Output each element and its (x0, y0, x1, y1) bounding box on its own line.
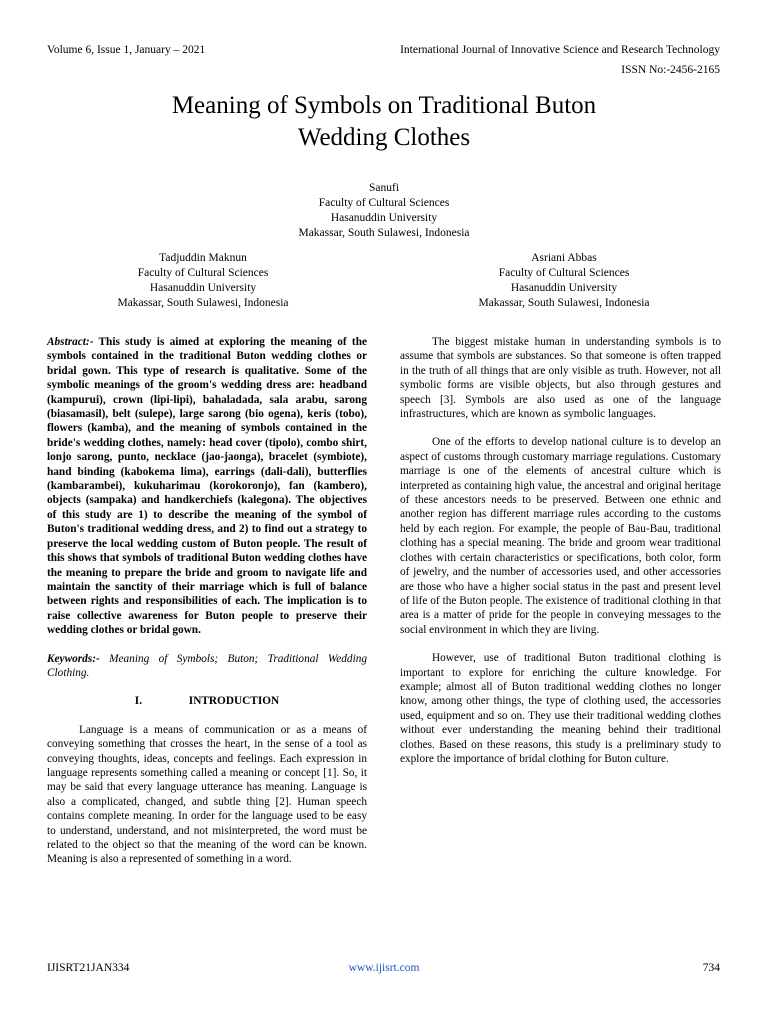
paper-id: IJISRT21JAN334 (47, 962, 130, 974)
author-university: Hasanuddin University (149, 282, 257, 294)
author-block-maknun (53, 251, 353, 311)
author-name: Asriani Abbas (531, 252, 597, 264)
body-paragraph-purpose: However, use of traditional Buton traditional clothing is important to explore for enriching the culture knowledge. For example; almost all of Buton traditional wedding clothes no longer know, among other things, the type of clothing used, the accessories used, equipment and so on. They use their traditional wedding clothes without ever understanding the meaning behind their traditional clothes. Based on these reasons, this study is a preliminary study to explore the importance of bridal clothing for Buton culture. (400, 652, 721, 765)
page-number: 734 (702, 962, 720, 974)
keywords-text: Meaning of Symbols; Buton; Traditional Wedding Clothing. (47, 652, 368, 679)
section-title: INTRODUCTION (188, 695, 280, 708)
left-column (47, 335, 367, 867)
volume-info: Volume 6, Issue 1, January – 2021 (47, 44, 206, 56)
author-university: Hasanuddin University (510, 282, 618, 294)
right-column (400, 335, 721, 766)
author-university: Hasanuddin University (330, 212, 438, 224)
section-number: I. (134, 695, 143, 708)
author-block-sanufi (234, 181, 534, 241)
abstract (47, 335, 367, 638)
journal-website-link[interactable]: www.ijisrt.com (348, 962, 420, 974)
title-line-2: Wedding Clothes (297, 124, 471, 151)
section-heading-introduction (47, 694, 367, 708)
author-name: Tadjuddin Maknun (159, 252, 247, 264)
author-location: Makassar, South Sulawesi, Indonesia (298, 227, 470, 239)
abstract-text: - This study is aimed at exploring the meaning of the symbols contained in the traditional Buton wedding clothes or bridal gown. This type of research is qualitative. Some of the symbolic meanings of the groom's wedding dress are: headband (kampurui), crown (lipi-lipi), bahaladada, sala arabu, sarong (biasamasil), belt (sulepe), large sarong (bio ogena), keris (tobo), flowers (kamba), and the meaning of symbols contained in the bride's wedding clothes, namely: head cover (tipolo), combo shirt, lonjo sarong, punto, necklace (jao-jaonga), bracelet (symbiote), hand binding (kabokema lima), earrings (dali-dali), butterflies (kambarambei), kukuharimau (korokoronjo), fan (kambero), objects (sampaka) and handkerchiefs (kalegona). The objectives of this study are 1) to describe the meaning of the symbol of Buton's traditional wedding dress, and 2) to find out a strategy to preserve the local wedding custom of Buton people. The result of this shows that symbols of traditional Buton wedding clothes have the meaning to prepare the bride and groom to navigate life and maintain the sanctity of their marriage which is full of balance between rights and responsibilities of each. The implication is to raise collective awareness for Buton people to preserve their wedding clothes or bridal gown. (47, 336, 367, 637)
author-name: Sanufi (368, 182, 400, 194)
journal-name: International Journal of Innovative Science and Research Technology (400, 44, 720, 56)
body-paragraph-symbols: The biggest mistake human in understanding symbols is to assume that symbols are substances. So that someone is often trapped in the truth of all things that are only visible as truth. However, not all symbolic forms are visible objects, but also through gestures and speech [3]. Symbols are also used as one of the language infrastructures, which are known as symbolic languages. (400, 336, 721, 421)
keywords (47, 652, 367, 681)
author-block-abbas (414, 251, 714, 311)
author-faculty: Faculty of Cultural Sciences (318, 197, 450, 209)
author-faculty: Faculty of Cultural Sciences (498, 267, 630, 279)
author-location: Makassar, South Sulawesi, Indonesia (117, 297, 289, 309)
author-faculty: Faculty of Cultural Sciences (137, 267, 269, 279)
intro-paragraph: Language is a means of communication or as a means of conveying something that crosses the heart, in the sense of a tool as conveying thoughts, ideas, concepts and feelings. Each expression in language represents something called a meaning or concept [1]. So, it may be said that every language utterance has meaning. Language is also a complicated, changed, and subtle thing [2]. Human speech contains complete meaning. In order for the language used to be easy to understand, understand, and not misinterpreted, the word must be related to the object so that the meaning of the word can be known. Meaning is also a represented of something in a word. (47, 723, 367, 866)
title-line-1: Meaning of Symbols on Traditional Buton (171, 92, 597, 119)
abstract-label: Abstract: (47, 336, 90, 348)
keywords-label: Keywords:- (47, 652, 100, 665)
author-location: Makassar, South Sulawesi, Indonesia (478, 297, 650, 309)
paper-title (0, 90, 768, 154)
body-paragraph-customs: One of the efforts to develop national culture is to develop an aspect of customs through customary marriage regulations. Customary marriage is one of the elements of ancestral culture which is interpreted as containing high value, the ancestral and original heritage of these ancestors needs to be preserved. Between one ethnic and another region has different marriage rules according to the customs held by each region. For example, the people of Bau-Bau, traditional clothing has a special meaning. The bride and groom wear traditional clothes with certain characteristics or specifications, both color, form of jewelry, and the number of accessories used, and other accessories are those who have a higher social status in the past and present level of life of the Buton people. The existence of traditional clothing in that area is a matter of pride for the people in conveying messages to the social environment in which they are living. (400, 436, 721, 636)
issn: ISSN No:-2456-2165 (621, 64, 720, 76)
